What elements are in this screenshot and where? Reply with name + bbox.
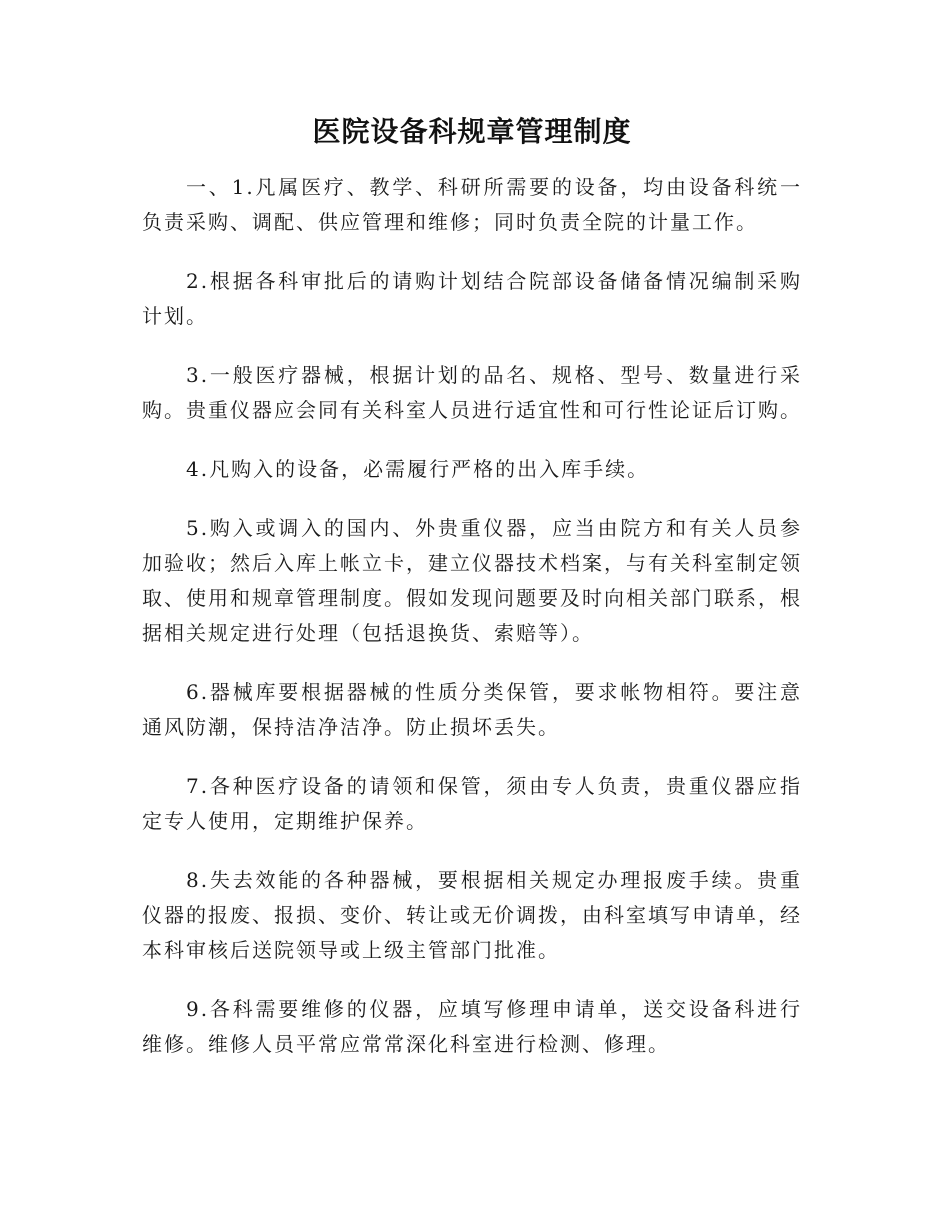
paragraph-2: 2.根据各科审批后的请购计划结合院部设备储备情况编制采购计划。 xyxy=(142,269,802,328)
paragraph-4: 4.凡购入的设备，必需履行严格的出入库手续。 xyxy=(186,457,650,481)
paragraph-8: 8.失去效能的各种器械，要根据相关规定办理报废手续。贵重仪器的报废、报损、变价、转让或无价调拨，由科室填写申请单，经本科审核后送院领导或上级主管部门批准。 xyxy=(142,868,802,962)
paragraph-5: 5.购入或调入的国内、外贵重仪器，应当由院方和有关人员参加验收；然后入库上帐立卡，建立仪器技术档案，与有关科室制定领取、使用和规章管理制度。假如发现问题要及时向相关部门联系，根据相关规定进行处理（包括退换货、索赔等）。 xyxy=(142,516,802,645)
document-body xyxy=(142,110,802,1086)
document-title: 医院设备科规章管理制度 xyxy=(312,115,632,148)
paragraph-3: 3.一般医疗器械，根据计划的品名、规格、型号、数量进行采购。贵重仪器应会同有关科室人员进行适宜性和可行性论证后订购。 xyxy=(142,363,802,422)
paragraph-1: 一、1.凡属医疗、教学、科研所需要的设备，均由设备科统一负责采购、调配、供应管理和维修；同时负责全院的计量工作。 xyxy=(142,175,802,234)
paragraph-9: 9.各科需要维修的仪器，应填写修理申请单，送交设备科进行维修。维修人员平常应常常深化科室进行检测、修理。 xyxy=(142,997,802,1056)
paragraph-7: 7.各种医疗设备的请领和保管，须由专人负责，贵重仪器应指定专人使用，定期维护保养。 xyxy=(142,774,802,833)
paragraph-6: 6.器械库要根据器械的性质分类保管，要求帐物相符。要注意通风防潮，保持洁净洁净。防止损坏丢失。 xyxy=(142,680,802,739)
